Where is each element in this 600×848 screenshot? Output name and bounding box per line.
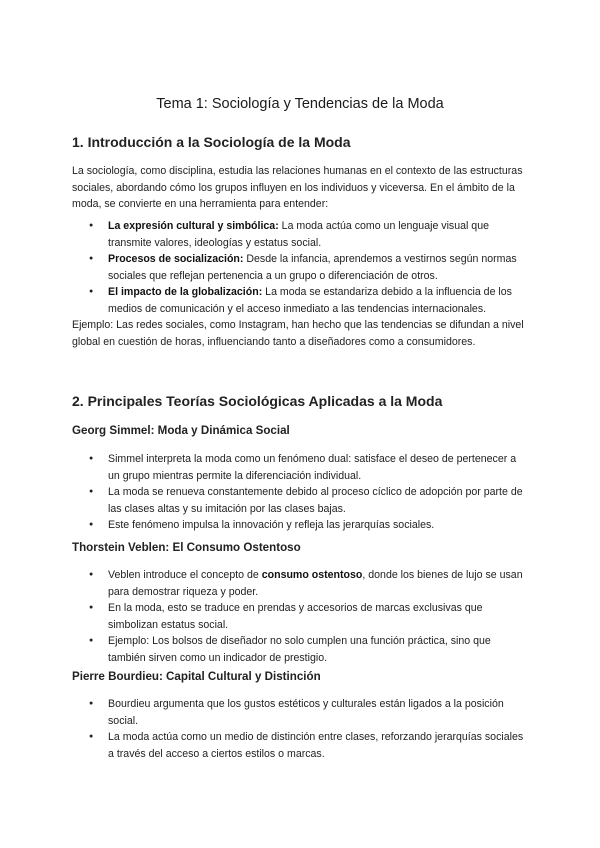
list-item: ● Este fenómeno impulsa la innovación y refleja las jerarquías sociales. xyxy=(72,517,530,534)
bourdieu-bullet-list xyxy=(72,696,530,762)
bullet-term: La expresión cultural y simbólica: xyxy=(108,220,279,232)
list-item: ● Ejemplo: Los bolsos de diseñador no solo cumplen una función práctica, sino que también sirven como un indicador de prestigio. xyxy=(72,633,530,666)
document-title: Tema 1: Sociología y Tendencias de la Moda xyxy=(156,96,444,112)
bullet-text: La moda actúa como un lenguaje visual que transmite valores, ideologías y estatus social. xyxy=(108,220,489,249)
simmel-bullet-list xyxy=(72,451,530,534)
list-item: ● La moda se renueva constantemente debido al proceso cíclico de adopción por parte de las clases altas y su imitación por las clases bajas. xyxy=(72,484,530,517)
bullet-text: , donde los bienes de lujo se usan para demostrar riqueza y poder. xyxy=(108,569,523,598)
section-1-heading: 1. Introducción a la Sociología de la Moda xyxy=(72,134,351,150)
list-item xyxy=(72,251,530,284)
bullet-term: El impacto de la globalización: xyxy=(108,286,263,298)
section-1-bullet-list xyxy=(72,218,530,317)
bourdieu-heading: Pierre Bourdieu: Capital Cultural y Distinción xyxy=(72,670,321,683)
list-item: ● Bourdieu argumenta que los gustos estéticos y culturales están ligados a la posición social. xyxy=(72,696,530,729)
veblen-bullet-list xyxy=(72,567,530,666)
section-1-example: Ejemplo: Las redes sociales, como Instagram, han hecho que las tendencias se difundan a nivel global en cuestión de horas, influenciando tanto a diseñadores como a consumidores. xyxy=(72,319,524,348)
section-1-intro: La sociología, como disciplina, estudia las relaciones humanas en el contexto de las estructuras sociales, abordando cómo los grupos influyen en los individuos y viceversa. En el ámbito de la moda, se convierte en una herramienta para entender: xyxy=(72,165,523,210)
section-2-heading: 2. Principales Teorías Sociológicas Aplicadas a la Moda xyxy=(72,393,443,409)
list-item xyxy=(72,567,530,600)
list-item xyxy=(72,218,530,251)
simmel-heading: Georg Simmel: Moda y Dinámica Social xyxy=(72,424,290,437)
list-item: ● En la moda, esto se traduce en prendas y accesorios de marcas exclusivas que simbolizan estatus social. xyxy=(72,600,530,633)
bullet-text: La moda se estandariza debido a la influencia de los medios de comunicación y el acceso inmediato a las tendencias internacionales. xyxy=(108,286,512,315)
veblen-heading: Thorstein Veblen: El Consumo Ostentoso xyxy=(72,541,301,554)
list-item: ● La moda actúa como un medio de distinción entre clases, reforzando jerarquías sociales a través del acceso a ciertos estilos o marcas. xyxy=(72,729,530,762)
list-item xyxy=(72,284,530,317)
bullet-term: consumo ostentoso xyxy=(261,569,363,581)
bullet-text: Desde la infancia, aprendemos a vestirnos según normas sociales que reflejan pertenencia a un grupo o diferenciación de otros. xyxy=(108,253,517,282)
bullet-term: Procesos de socialización: xyxy=(108,253,244,265)
bullet-text: Veblen introduce el concepto de xyxy=(108,569,262,581)
list-item: ● Simmel interpreta la moda como un fenómeno dual: satisface el deseo de pertenecer a un grupo mientras permite la diferenciación individual. xyxy=(72,451,530,484)
